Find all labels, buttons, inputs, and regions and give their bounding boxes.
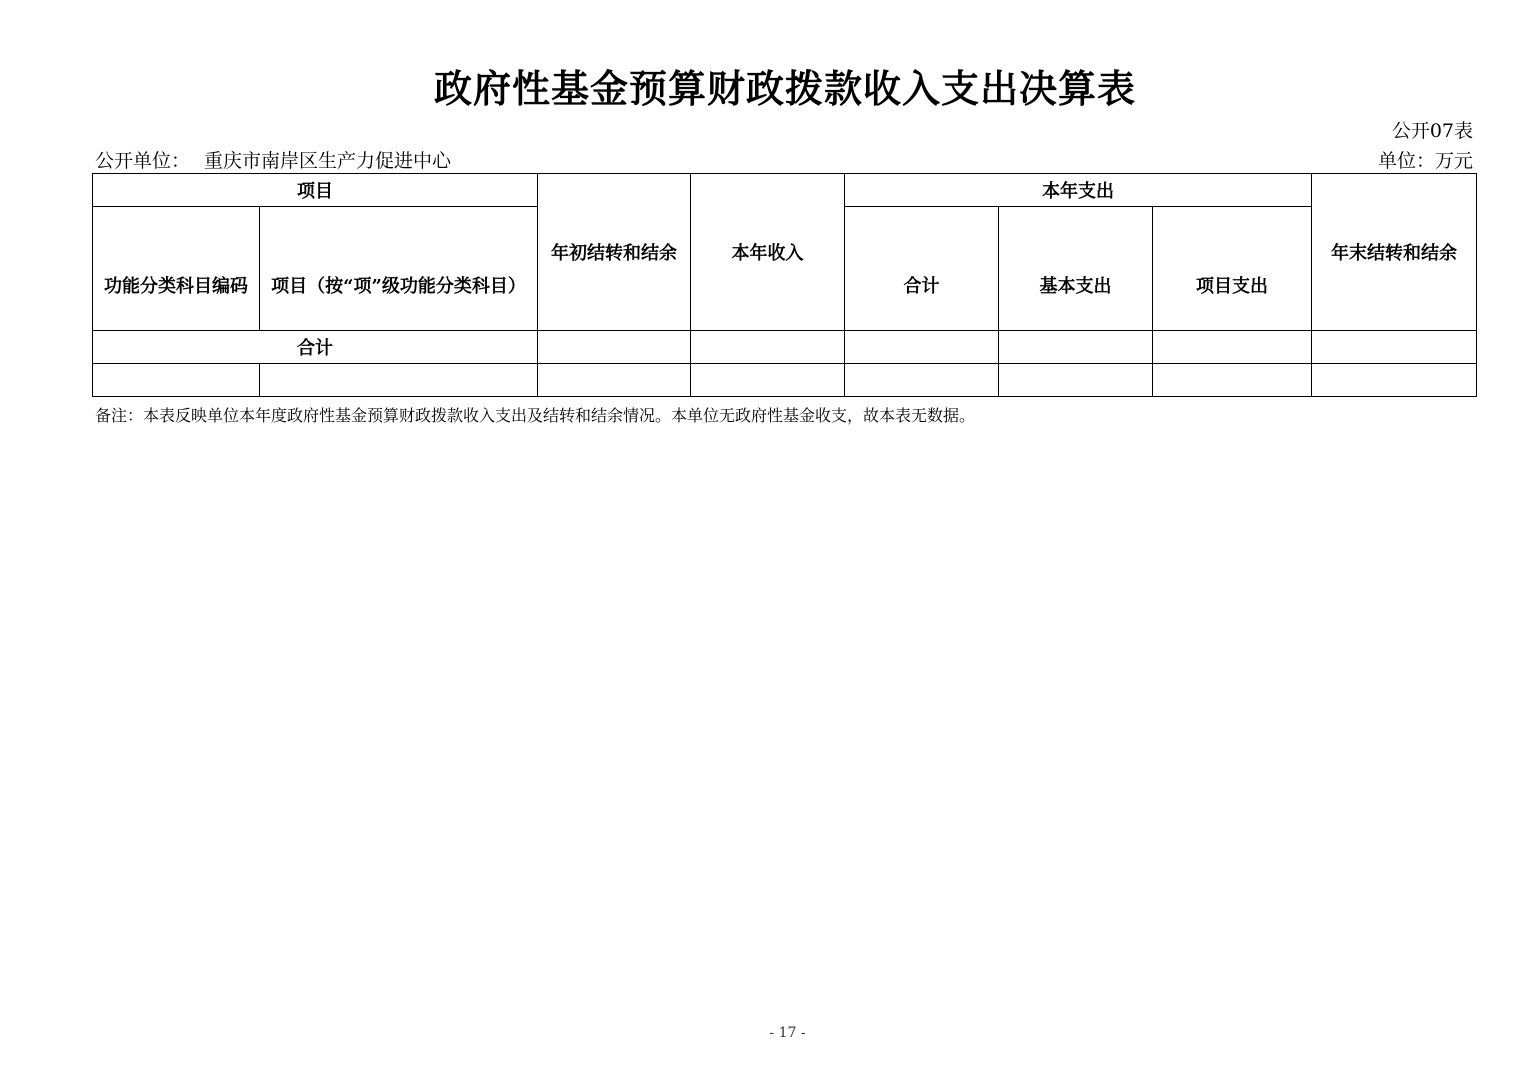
table-row — [93, 364, 1477, 397]
reporting-unit-name: 重庆市南岸区生产力促进中心 — [204, 150, 452, 172]
table-cell — [1153, 364, 1312, 397]
header-func-code — [93, 207, 260, 331]
header-basic-expense-label: 基本支出 — [1039, 275, 1112, 297]
table-cell — [1312, 331, 1477, 364]
header-current-income: 本年收入 — [691, 174, 845, 331]
page-number: - 17 - — [769, 1025, 806, 1041]
table-cell — [845, 331, 999, 364]
table-note: 备注：本表反映单位本年度政府性基金预算财政拨款收入支出及结转和结余情况。本单位无政府性基金收支，故本表无数据。 — [95, 406, 976, 425]
table-cell — [93, 364, 260, 397]
header-project-expense-label: 项目支出 — [1196, 275, 1268, 297]
table-cell — [538, 331, 691, 364]
table-cell — [999, 364, 1153, 397]
page-title: 政府性基金预算财政拨款收入支出决算表 — [433, 66, 1136, 111]
table-cell — [260, 364, 538, 397]
reporting-unit-label: 公开单位： — [95, 150, 191, 172]
budget-table — [92, 173, 1477, 397]
header-func-code-label: 功能分类科目编码 — [104, 275, 248, 297]
header-row-1 — [93, 174, 1477, 207]
header-project: 项目 — [93, 174, 538, 207]
total-row-label: 合计 — [93, 331, 538, 364]
header-current-expense: 本年支出 — [845, 174, 1312, 207]
table-cell — [538, 364, 691, 397]
header-end-balance: 年末结转和结余 — [1312, 174, 1477, 331]
header-project-detail-label: 项目（按“项”级功能分类科目） — [271, 275, 526, 297]
table-cell — [691, 364, 845, 397]
table-cell — [845, 364, 999, 397]
header-expense-total-label: 合计 — [903, 275, 940, 297]
table-cell — [1312, 364, 1477, 397]
table-cell — [1153, 331, 1312, 364]
header-project-expense — [1153, 207, 1312, 331]
header-begin-balance: 年初结转和结余 — [538, 174, 691, 331]
reporting-unit — [95, 146, 451, 173]
form-number: 公开07表 — [1391, 120, 1473, 142]
table-cell — [691, 331, 845, 364]
header-project-detail — [260, 207, 538, 331]
table-cell — [999, 331, 1153, 364]
total-row — [93, 331, 1477, 364]
header-basic-expense — [999, 207, 1153, 331]
currency-unit: 单位：万元 — [1377, 150, 1473, 172]
header-expense-total — [845, 207, 999, 331]
